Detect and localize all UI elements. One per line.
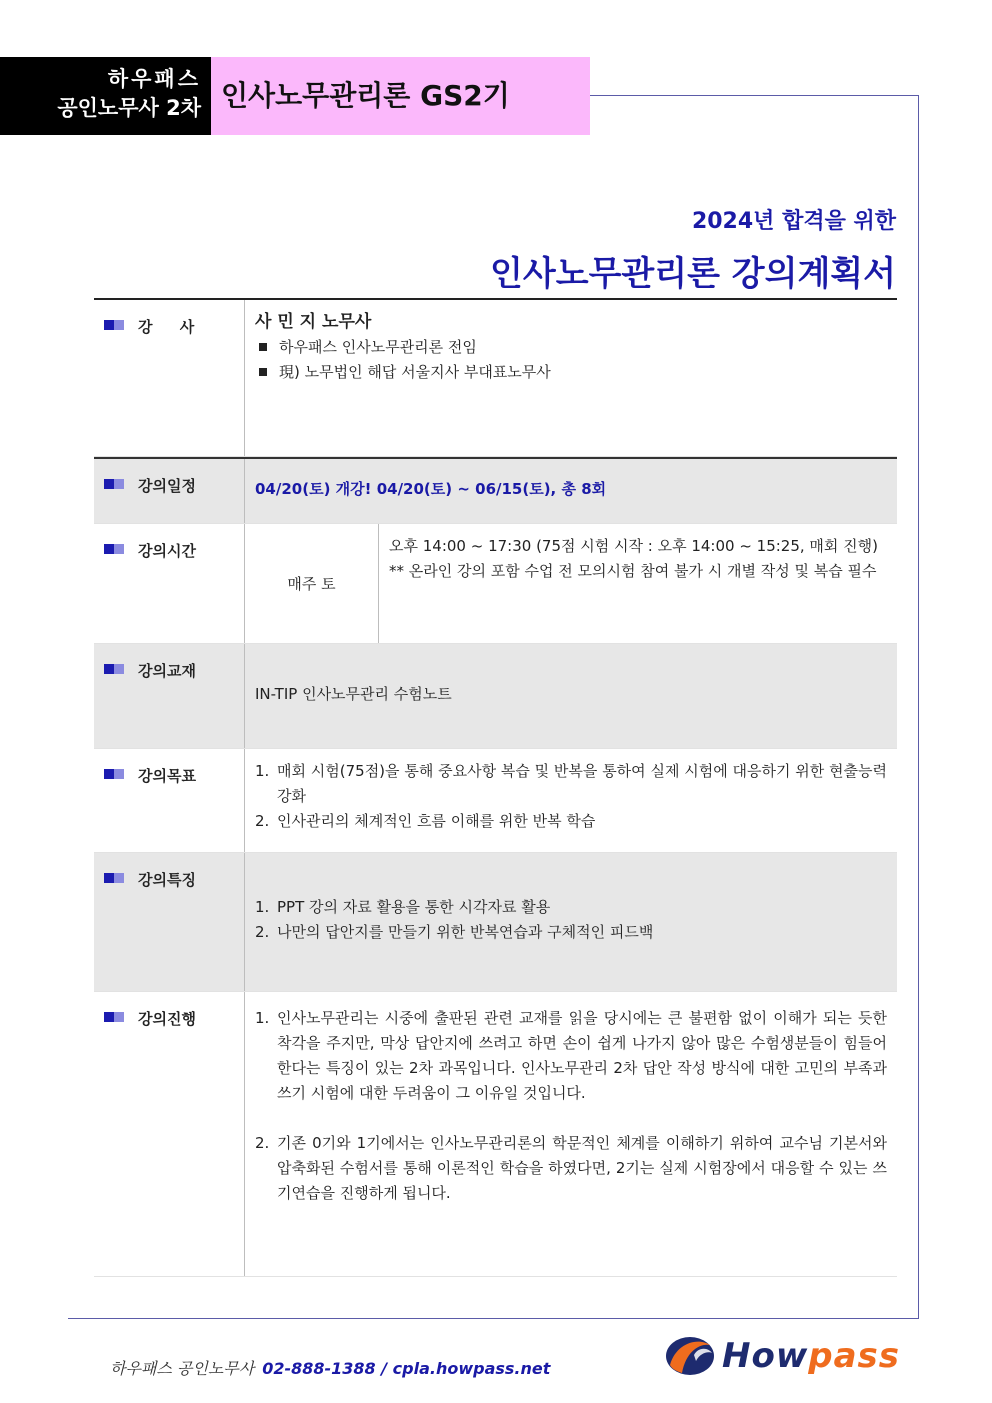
list-item: 1. PPT 강의 자료 활용을 통한 시각자료 활용	[255, 898, 551, 916]
brand-line2: 공인노무사 2차	[57, 96, 201, 120]
brand-block	[0, 57, 211, 135]
list-item: 하우패스 인사노무관리론 전임	[255, 335, 887, 360]
course-plan-table	[94, 298, 897, 1277]
frame-right-line	[918, 95, 919, 1318]
doc-title: 인사노무관리론 강의계획서	[490, 254, 896, 294]
square-icon	[104, 479, 114, 489]
footer-contact	[110, 1356, 550, 1379]
list-item: 2. 인사관리의 체계적인 흐름 이해를 위한 반복 학습	[255, 812, 596, 830]
row-label: 강의특징	[138, 871, 196, 889]
square-icon	[114, 320, 124, 330]
row-features	[94, 853, 897, 992]
howpass-logo	[664, 1335, 900, 1377]
square-icon	[114, 664, 124, 674]
instructor-name: 사 민 지 노무사	[255, 312, 372, 332]
square-icon	[114, 873, 124, 883]
square-icon	[104, 664, 114, 674]
list-item: 2. 기존 0기와 1기에서는 인사노무관리론의 학문적인 체계를 이해하기 위하여 교수님 기본서와 압축화된 수험서를 통해 이론적인 학습을 하였다면, 2기는 실제 시험장에서 대응할 수 있는 쓰기연습을 진행하게 됩니다.	[255, 1134, 887, 1202]
row-schedule	[94, 457, 897, 524]
list-item: 1. 매회 시험(75점)을 통해 중요사항 복습 및 반복을 통하여 실제 시험에 대응하기 위한 현출능력 강화	[255, 762, 887, 805]
logo-wordmark: Howpass	[722, 1336, 900, 1376]
bullet-icon	[259, 368, 267, 376]
square-icon	[104, 544, 114, 554]
row-time	[94, 524, 897, 644]
course-title: 인사노무관리론 GS2기	[211, 57, 590, 135]
frame-top-line	[590, 95, 919, 96]
brand-line1: 하우패스	[107, 67, 201, 91]
square-icon	[104, 1012, 114, 1022]
square-icon	[104, 320, 114, 330]
row-instructor	[94, 298, 897, 457]
schedule-text: 04/20(토) 개강! 04/20(토) ~ 06/15(토), 총 8회	[255, 480, 607, 498]
row-progress	[94, 992, 897, 1277]
footer-phone-url: 02-888-1388 / cpla.howpass.net	[262, 1359, 551, 1378]
row-textbook	[94, 644, 897, 749]
textbook-title: IN-TIP 인사노무관리 수험노트	[255, 685, 452, 703]
row-goals	[94, 749, 897, 853]
footer-company: 하우패스 공인노무사	[110, 1359, 255, 1378]
list-item: 1. 인사노무관리는 시중에 출판된 관련 교재를 읽을 당시에는 큰 불편함 없이 이해가 되는 듯한 착각을 주지만, 막상 답안지에 쓰려고 하면 손이 쉽게 나가지 않아 많은 수험생분들이 힘들어한다는 특징이 있는 2차 과목입니다. 인사노무관리 2차 답안 작성 방식에 대한 고민의 부족과 쓰기 시험에 대한 두려움이 그 이유일 것입니다.	[255, 1009, 887, 1102]
row-label: 강의목표	[138, 767, 196, 785]
square-icon	[114, 544, 124, 554]
bullet-icon	[259, 343, 267, 351]
list-item: 2. 나만의 답안지를 만들기 위한 반복연습과 구체적인 피드백	[255, 923, 654, 941]
square-icon	[104, 769, 114, 779]
frame-bottom-line	[68, 1318, 919, 1319]
square-icon	[114, 479, 124, 489]
doc-subtitle: 2024년 합격을 위한	[691, 209, 896, 234]
row-label: 강의시간	[138, 542, 196, 560]
time-detail: 오후 14:00 ~ 17:30 (75점 시험 시작 : 오후 14:00 ~ 15:25, 매회 진행)	[389, 537, 879, 555]
square-icon	[104, 873, 114, 883]
logo-mark-icon	[664, 1335, 716, 1377]
row-label: 강 사	[138, 318, 195, 336]
square-icon	[114, 1012, 124, 1022]
row-label: 강의일정	[138, 477, 196, 495]
row-label: 강의교재	[138, 662, 196, 680]
list-item: 現) 노무법인 해답 서울지사 부대표노무사	[255, 360, 887, 385]
time-day: 매주 토	[245, 524, 379, 643]
square-icon	[114, 769, 124, 779]
time-note: ** 온라인 강의 포함 수업 전 모의시험 참여 불가 시 개별 작성 및 복습 필수	[389, 562, 877, 580]
row-label: 강의진행	[138, 1010, 196, 1028]
